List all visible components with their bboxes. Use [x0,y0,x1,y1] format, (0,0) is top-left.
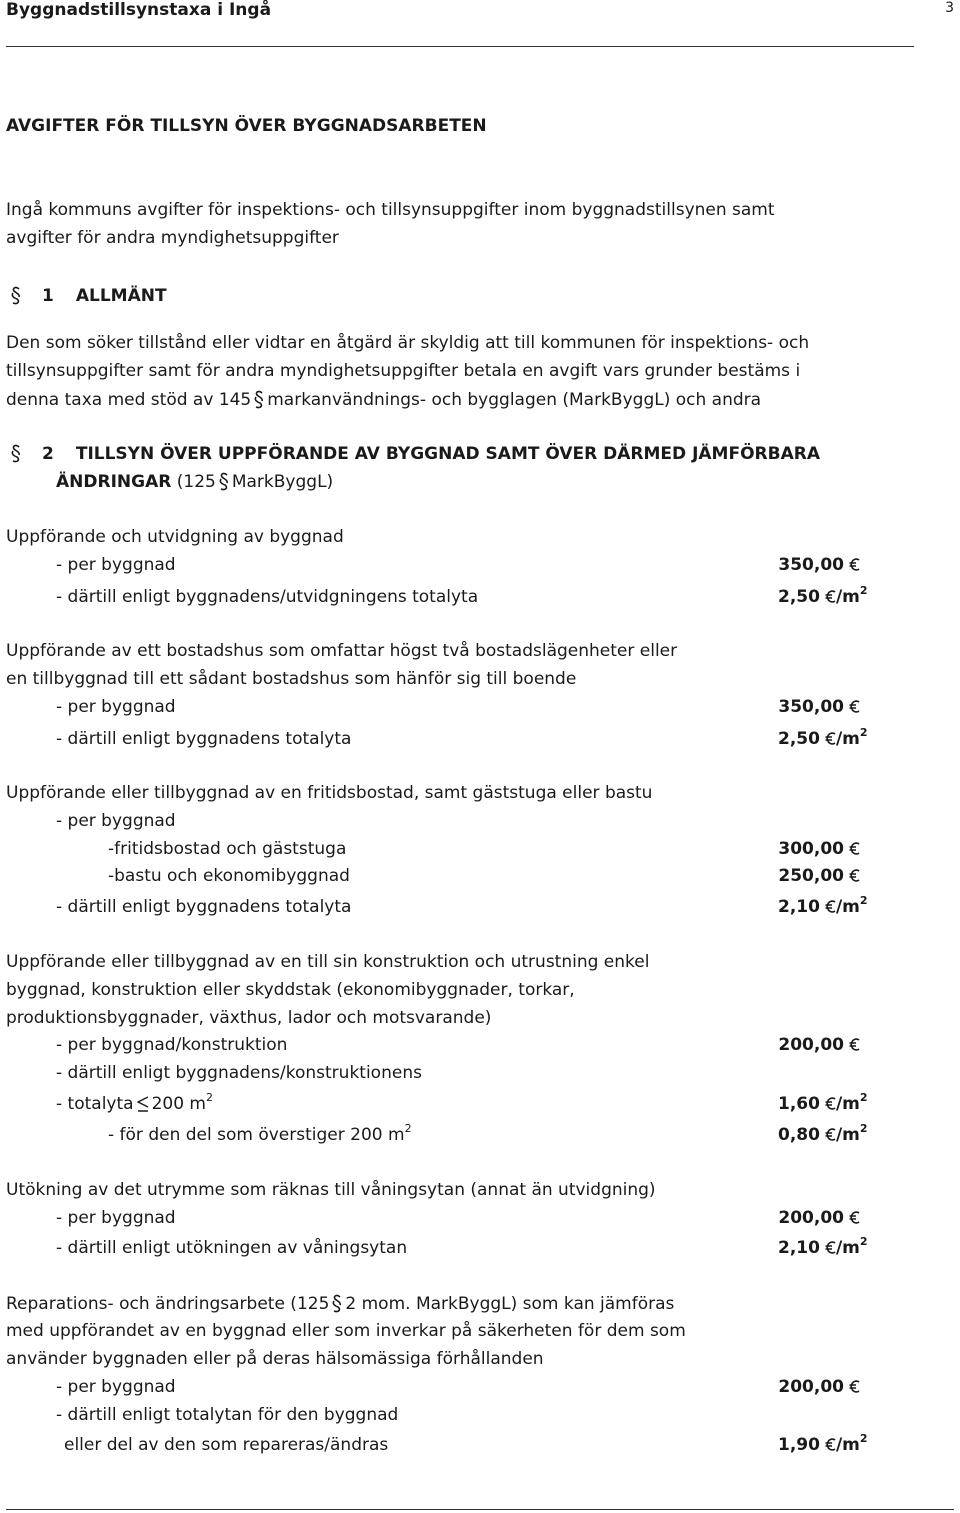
section-1-line-1: Den som söker tillstånd eller vidtar en åtgärd är skyldig att till kommunen för inspektions- och [6,333,810,353]
header-title: Byggnadstillsynstaxa i Ingå [6,0,272,20]
intro-line-2: avgifter för andra myndighetsuppgifter [6,228,339,248]
section-2-number: 2 [42,444,54,464]
unit-per-square-meter: $/m^2$ [835,584,868,607]
block-3-row-1-label: - per byggnad [56,811,176,831]
block-3-row-4-label: - därtill enligt byggnadens totalyta [56,897,352,917]
block-1-row-1-label: - per byggnad [56,555,176,575]
less-or-equal-icon [134,1094,152,1114]
block-2-title-line-1: Uppförande av ett bostadshus som omfattar högst två bostadslägenheter eller [6,641,678,661]
block-3-row-4-amount: 2,10 $/m^2$ [778,894,868,917]
block-6-title-line-2: med uppförandet av en byggnad eller som inverkar på säkerheten för dem som [6,1321,686,1341]
unit-per-square-meter: $/m^2$ [835,1091,868,1114]
block-1-row-2-amount: 2,50 $/m^2$ [778,584,868,607]
section-1-line-3: denna taxa med stöd av 145 markanvändnings- och bygglagen (MarkByggL) och andra [6,390,762,410]
block-5-row-1-label: - per byggnad [56,1208,176,1228]
euro-icon [849,1038,860,1051]
block-3-title: Uppförande eller tillbyggnad av en fritidsbostad, samt gäststuga eller bastu [6,783,653,803]
block-3-row-2-label: -fritidsbostad och gäststuga [108,839,347,859]
block-6-title-line-3: använder byggnaden eller på deras hälsomässiga förhållanden [6,1349,544,1369]
block-2-row-1-amount: 350,00 [778,697,860,717]
block-4-row-4-label: - för den del som överstiger 200 $m^2$ [108,1122,412,1145]
block-4-row-1-label: - per byggnad/konstruktion [56,1035,288,1055]
euro-icon [825,1241,836,1254]
section-mark-icon [216,472,232,492]
block-6-row-2-label: - därtill enligt totalytan för den byggnad [56,1405,399,1425]
block-4-row-3-amount: 1,60 $/m^2$ [778,1091,868,1114]
section-2-title-line-2: ÄNDRINGAR (125 MarkByggL) [56,472,334,492]
unit-per-square-meter: $/m^2$ [835,1235,868,1258]
section-1-line-2: tillsynsuppgifter samt för andra myndighetsuppgifter betala en avgift vars grunder bestäms i [6,361,801,381]
unit-per-square-meter: $/m^2$ [835,894,868,917]
block-5-row-2-amount: 2,10 $/m^2$ [778,1235,868,1258]
document-title: AVGIFTER FÖR TILLSYN ÖVER BYGGNADSARBETEN [6,116,487,136]
block-6-row-3-amount: 1,90 $/m^2$ [778,1432,868,1455]
section-mark-icon [8,444,24,464]
euro-icon [825,900,836,913]
section-1-title: ALLMÄNT [75,286,167,306]
block-1-row-1-amount: 350,00 [778,555,860,575]
block-6-title-line-1: Reparations- och ändringsarbete (125 2 mom. MarkByggL) som kan jämföras [6,1294,675,1314]
block-3-row-3-label: -bastu och ekonomibyggnad [108,866,350,886]
euro-icon [849,700,860,713]
block-4-row-3-label: - totalyta 200 $m^2$ [56,1091,213,1114]
section-mark-icon [8,286,24,306]
block-4-row-4-amount: 0,80 $/m^2$ [778,1122,868,1145]
block-4-title-line-2: byggnad, konstruktion eller skyddstak (ekonomibyggnader, torkar, [6,980,575,1000]
euro-icon [825,1097,836,1110]
euro-icon [849,1380,860,1393]
block-3-row-2-amount: 300,00 [778,839,860,859]
block-2-title-line-2: en tillbyggnad till ett sådant bostadshus som hänför sig till boende [6,669,577,689]
header-rule [6,46,914,47]
euro-icon [849,869,860,882]
block-5-row-1-amount: 200,00 [778,1208,860,1228]
block-4-title-line-3: produktionsbyggnader, växthus, lador och motsvarande) [6,1008,492,1028]
page-number: 3 [945,0,954,16]
block-2-row-2-amount: 2,50 $/m^2$ [778,726,868,749]
euro-icon [825,590,836,603]
section-1-number: 1 [42,286,54,306]
section-1-heading [8,286,167,306]
euro-icon [825,1128,836,1141]
block-6-row-1-amount: 200,00 [778,1377,860,1397]
block-4-title-line-1: Uppförande eller tillbyggnad av en till sin konstruktion och utrustning enkel [6,952,650,972]
intro-line-1: Ingå kommuns avgifter för inspektions- och tillsynsuppgifter inom byggnadstillsynen samt [6,200,775,220]
block-4-row-1-amount: 200,00 [778,1035,860,1055]
block-5-title: Utökning av det utrymme som räknas till våningsytan (annat än utvidgning) [6,1180,656,1200]
footer-rule [6,1509,954,1510]
block-1-title: Uppförande och utvidgning av byggnad [6,527,344,547]
unit-per-square-meter: $/m^2$ [835,1432,868,1455]
section-mark-icon [329,1294,345,1314]
section-mark-icon [251,390,267,410]
unit-per-square-meter: $/m^2$ [835,1122,868,1145]
block-5-row-2-label: - därtill enligt utökningen av våningsytan [56,1238,408,1258]
block-2-row-2-label: - därtill enligt byggnadens totalyta [56,729,352,749]
block-2-row-1-label: - per byggnad [56,697,176,717]
section-2-heading [8,444,820,464]
block-4-row-2-label: - därtill enligt byggnadens/konstruktionens [56,1063,422,1083]
euro-icon [825,1438,836,1451]
euro-icon [849,842,860,855]
block-1-row-2-label: - därtill enligt byggnadens/utvidgningens totalyta [56,587,479,607]
euro-icon [849,558,860,571]
unit-per-square-meter: $/m^2$ [835,726,868,749]
block-6-row-3-label: eller del av den som repareras/ändras [64,1435,389,1455]
block-6-row-1-label: - per byggnad [56,1377,176,1397]
block-3-row-3-amount: 250,00 [778,866,860,886]
euro-icon [849,1211,860,1224]
euro-icon [825,732,836,745]
section-2-title-line-1: TILLSYN ÖVER UPPFÖRANDE AV BYGGNAD SAMT ÖVER DÄRMED JÄMFÖRBARA [75,444,820,464]
